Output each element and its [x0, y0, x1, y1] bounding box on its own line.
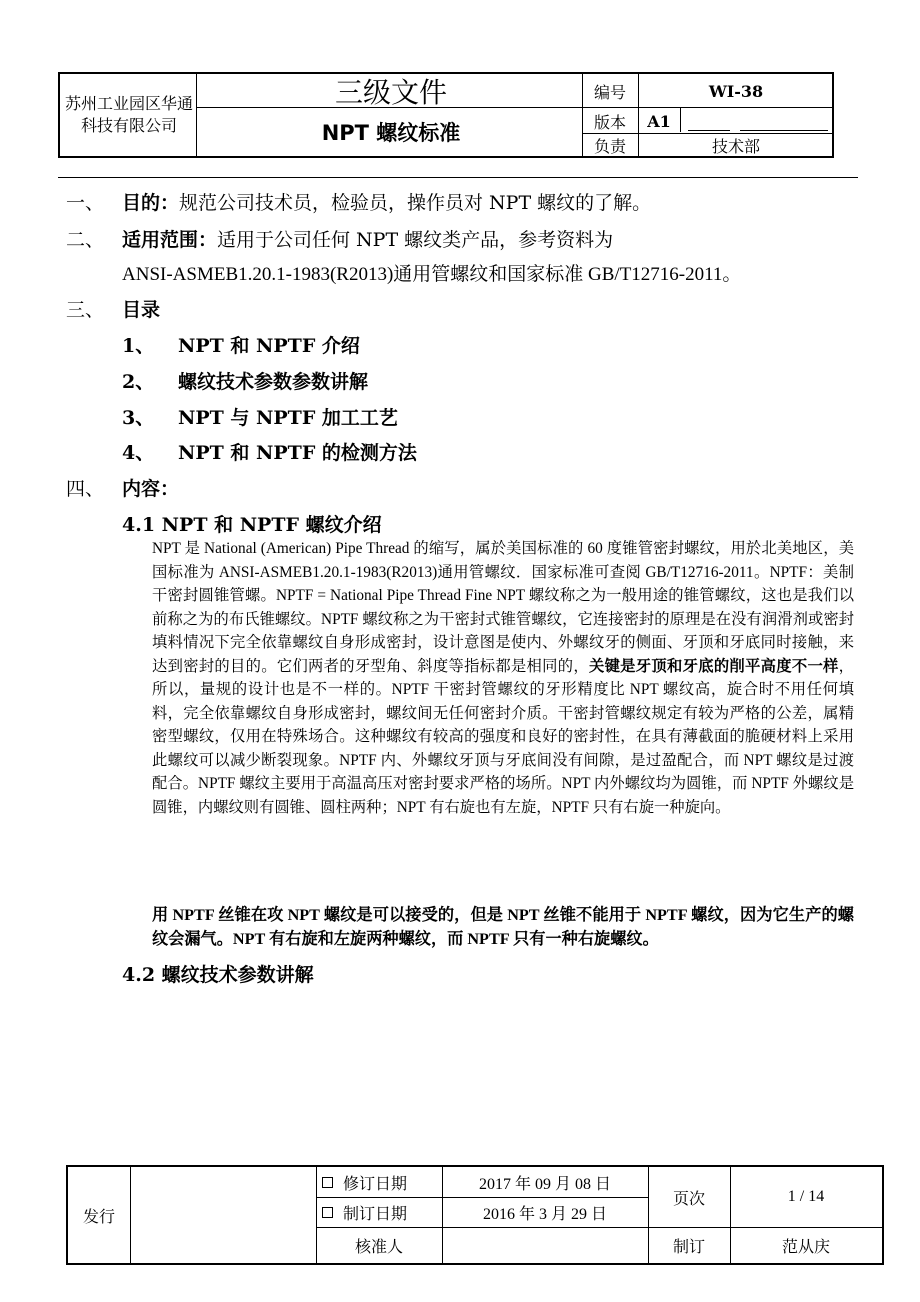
content-paragraph — [152, 537, 854, 819]
approver-label: 核准人 — [354, 1236, 403, 1256]
section-scope — [122, 225, 613, 252]
section-text-continued: ANSI-ASMEB1.20.1-1983(R2013)通用管螺纹和国家标准 GB/T12716-2011。 — [122, 264, 742, 285]
make-date-row — [322, 1197, 442, 1227]
section-heading: 目的： — [122, 192, 180, 214]
paragraph-text: NPT 是 National (American) Pipe Thread 的缩写，属於美国标准的 60 度锥管密封螺纹，用於北美地区，美国标准为 ANSI-ASMEB1.20.1-1983(R2013)通用管螺纹．国家标准可查阅 GB/T12716-2011。NPTF：美制干密封圆锥管螺。NPTF = National Pipe Thread Fine NPT 螺纹称之为一般用途的锥管螺纹，这也是我们以前称之为的布氏锥螺纹。NPTF 螺纹称之为干密封式锥管螺纹，它连接密封的原理是在没有润滑剂或密封填料情况下完全依靠螺纹自身形成密封，设计意图是使内、外螺纹牙的侧面、牙顶和牙底同时接触，来达到密封的目的。它们两者的牙型角、斜度等指标都是相同的， — [152, 540, 854, 675]
toc-item: NPT 和 NPTF 介绍 — [178, 335, 360, 357]
section-text: 适用于公司任何 NPT 螺纹类产品，参考资料为 — [217, 229, 614, 251]
issue-label: 发行 — [82, 1206, 115, 1226]
section-text: 规范公司技术员，检验员，操作员对 NPT 螺纹的了解。 — [179, 192, 652, 214]
section-number: 二、 — [66, 229, 105, 251]
number-label: 编号 — [593, 82, 626, 102]
document-version: A1 — [647, 111, 671, 131]
document-number: WI-38 — [708, 81, 764, 101]
toc-item: NPT 和 NPTF 的检测方法 — [178, 442, 417, 464]
content-paragraph-bold: 用 NPTF 丝锥在攻 NPT 螺纹是可以接受的，但是 NPT 丝锥不能用于 NPTF 螺纹，因为它生产的螺纹会漏气。NPT 有右旋和左旋两种螺纹，而 NPTF 只有一种右旋螺纹。 — [152, 906, 854, 948]
version-label: 版本 — [593, 112, 626, 132]
checkbox-icon — [322, 1177, 333, 1188]
section-purpose — [122, 188, 651, 215]
toc-item-number: 2、 — [122, 371, 155, 393]
company-name: 苏州工业园区华通科技有限公司 — [64, 94, 193, 135]
toc-item-number: 1、 — [122, 335, 155, 357]
owner-department: 技术部 — [711, 136, 760, 156]
header-divider — [58, 177, 858, 178]
section-heading: 内容： — [122, 478, 180, 500]
document-footer-table — [66, 1165, 884, 1265]
revise-date: 2017 年 09 月 08 日 — [478, 1175, 611, 1193]
document-title: NPT 螺纹标准 — [321, 121, 461, 145]
make-date: 2016 年 3 月 29 日 — [482, 1205, 607, 1223]
section-number: 一、 — [66, 192, 105, 214]
author-label: 制订 — [672, 1236, 705, 1256]
page-number: 1 / 14 — [787, 1188, 825, 1205]
make-date-label: 制订日期 — [343, 1203, 408, 1223]
toc-item-number: 3、 — [122, 407, 155, 429]
section-number: 三、 — [66, 299, 105, 321]
subsection-title: 4.1 NPT 和 NPTF 螺纹介绍 — [122, 514, 382, 536]
document-header-table — [58, 72, 834, 158]
paragraph-emphasis: 关键是牙顶和牙底的削平高度不一样 — [588, 657, 839, 675]
paragraph-text: ，所以，量规的设计也是不一样的。NPTF 干密封管螺纹的牙形精度比 NPT 螺纹高，旋合时不用任何填料，完全依靠螺纹自身形成密封，螺纹间无任何密封介质。干密封管螺纹规定有较为严格的公差，属精密型螺纹，仅用在特殊场合。这种螺纹有较高的强度和良好的密封性，在具有薄截面的脆硬材料上采用此螺纹可以减少断裂现象。NPTF 内、外螺纹牙顶与牙底间没有间隙，是过盈配合，而 NPT 螺纹是过渡配合。NPTF 螺纹主要用于高温高压对密封要求严格的场所。NPT 内外螺纹均为圆锥，而 NPTF 外螺纹是圆锥，内螺纹则有圆锥、圆柱两种；NPT 有右旋也有左旋，NPTF 只有右旋一种旋向。 — [152, 657, 854, 816]
author-name: 范从庆 — [781, 1236, 830, 1256]
blank-underline — [740, 130, 828, 131]
section-number: 四、 — [66, 478, 105, 500]
section-heading: 适用范围： — [122, 229, 218, 251]
owner-label: 负责 — [593, 136, 626, 156]
subsection-title: 4.2 螺纹技术参数讲解 — [122, 964, 314, 986]
blank-underline — [688, 130, 730, 131]
revise-date-label: 修订日期 — [343, 1173, 408, 1193]
checkbox-icon — [322, 1207, 333, 1218]
toc-item-number: 4、 — [122, 442, 155, 464]
page-label: 页次 — [672, 1188, 705, 1208]
toc-item: 螺纹技术参数参数讲解 — [178, 371, 369, 393]
revise-date-row — [322, 1167, 442, 1197]
document-level: 三级文件 — [334, 76, 447, 109]
toc-item: NPT 与 NPTF 加工工艺 — [178, 407, 398, 429]
section-heading: 目录 — [122, 299, 161, 321]
